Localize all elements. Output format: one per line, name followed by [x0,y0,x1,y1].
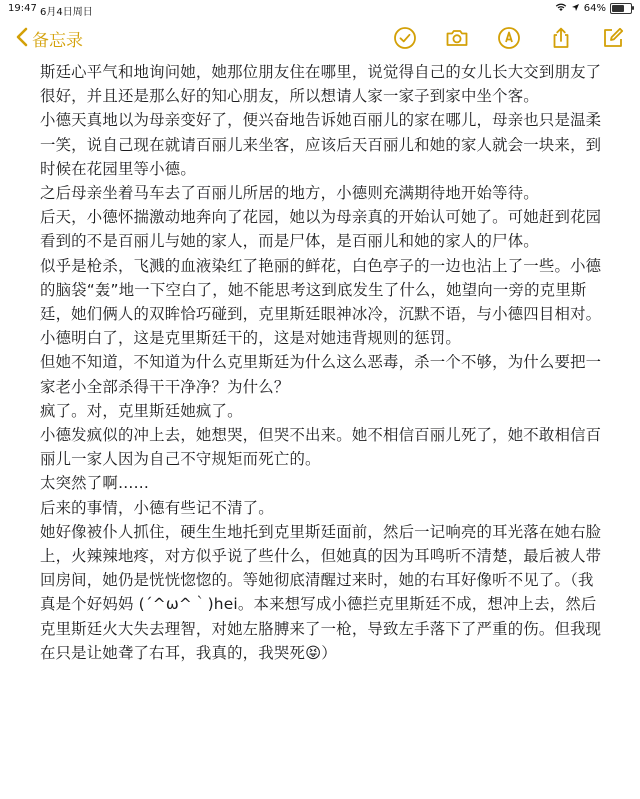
wifi-icon [555,2,567,15]
note-paragraph: 疯了。对，克里斯廷她疯了。 [40,401,243,420]
note-paragraph: 似乎是枪杀，飞溅的血液染红了艳丽的鲜花，白色亭子的一边也沾上了一些。小德的脑袋“轰”地一下空白了，她不能思考这到底发生了什么，她望向一旁的克里斯廷，她们俩人的双眸恰巧碰到，克里斯廷眼神冰冷，沉默不语，与小德四目相对。 [40,256,602,324]
note-paragraph: 小德发疯似的冲上去，她想哭，但哭不出来。她不相信百丽儿死了，她不敢相信百丽儿一家人因为自己不守规矩而死亡的。 [40,426,602,469]
note-paragraph: 后天，小德怀揣激动地奔向了花园，她以为母亲真的开始认可她了。可她赶到花园看到的不是百丽儿与她的家人，而是尸体，是百丽儿和她的家人的尸体。 [40,208,602,251]
note-paragraph: 之后母亲坐着马车去了百丽儿所居的地方，小德则充满期待地开始等待。 [40,184,539,203]
status-time: 19:47 [8,3,37,14]
share-icon[interactable] [548,25,574,51]
battery-percent: 64% [583,3,606,14]
note-paragraph: 她好像被仆人抓住，硬生生地托到克里斯廷面前，然后一记响亮的耳光落在她右脸上，火辣辣地疼，对方似乎说了些什么，但她真的因为耳鸣听不清楚，最后被人带回房间，她仍是恍恍惚惚的。等她彻底清醒过来时，她的右耳好像听不见了。（我真是个好妈妈 (´^ω^｀)hei。本来想写成小德拦克里斯廷不成，想冲上去，然后克里斯廷火大失去理智，对她左胳膊来了一枪，导致左手落下了严重的伤。但我现在只是让她聋了右耳，我真的，我哭死😝） [40,522,602,662]
status-bar [0,0,640,18]
back-label: 备忘录 [32,31,83,51]
battery-icon [610,3,632,14]
toolbar [0,20,640,54]
note-paragraph: 小德天真地以为母亲变好了，便兴奋地告诉她百丽儿的家在哪儿，母亲也只是温柔一笑，说自己现在就请百丽儿来坐客，应该后天百丽儿和她的家人就会一块来，到时候在花园里等小德。 [40,111,602,178]
markup-pen-icon[interactable] [496,25,522,51]
compose-icon[interactable] [600,25,626,51]
tool-icons [392,25,626,51]
note-paragraph: 太突然了啊…… [40,474,150,493]
note-paragraph: 后来的事情，小德有些记不清了。 [40,498,274,517]
note-paragraph: 但她不知道，不知道为什么克里斯廷为什么这么恶毒，杀一个不够，为什么要把一家老小全部杀得干干净净？为什么？ [40,353,602,396]
checklist-icon[interactable] [392,25,418,51]
location-icon [571,3,580,15]
note-paragraph: 小德明白了，这是克里斯廷干的，这是对她违背规则的惩罚。 [40,329,461,348]
status-right [555,2,632,15]
status-date: 6月4日周日 [40,7,93,18]
back-button[interactable] [16,26,83,51]
note-paragraph: 斯廷心平气和地询问她，她那位朋友住在哪里，说觉得自己的女儿长大交到朋友了很好，并且还是那么好的知心朋友，所以想请人家一家子到家中坐个客。 [40,63,602,106]
note-body[interactable] [40,60,608,665]
camera-icon[interactable] [444,25,470,51]
chevron-left-icon [16,27,28,50]
